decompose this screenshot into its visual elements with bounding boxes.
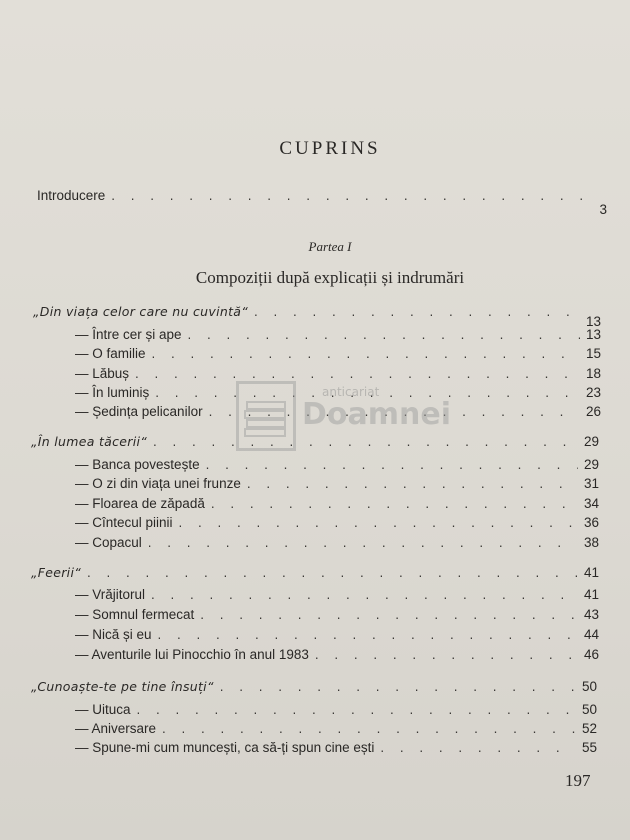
- toc-page-number: 29: [583, 434, 599, 449]
- toc-row: [75, 496, 599, 511]
- dot-leader: [148, 535, 578, 550]
- dot-leader: [151, 587, 578, 602]
- toc-row: [75, 515, 599, 530]
- toc-row: [75, 476, 599, 491]
- dot-leader: [220, 679, 576, 694]
- toc-page-number: 50: [581, 702, 597, 717]
- dot-leader: [135, 366, 580, 381]
- toc-row: [75, 327, 601, 342]
- toc-row: [75, 366, 601, 381]
- dot-leader: [179, 515, 578, 530]
- dot-leader: [315, 647, 578, 662]
- toc-entry-label: — Spune-mi cum muncești, ca să-ți spun cine ești: [75, 740, 375, 755]
- dot-leader: [254, 304, 580, 319]
- toc-page-number: 23: [585, 385, 601, 400]
- toc-page-number: 55: [581, 740, 597, 755]
- toc-group-label: „Din viața celor care nu cuvintă“: [33, 304, 249, 319]
- toc-row: [75, 627, 599, 642]
- part-heading: Partea I: [308, 239, 352, 254]
- dot-leader: [200, 607, 578, 622]
- dot-leader: [152, 346, 580, 361]
- toc-entry-label: — O zi din viața unei frunze: [75, 476, 241, 491]
- toc-row-introduction: [37, 188, 607, 217]
- dot-leader: [87, 565, 578, 580]
- dot-leader: [188, 327, 580, 342]
- toc-row-group-heading: [31, 565, 599, 580]
- books-icon: [239, 384, 293, 448]
- toc-page-number: 18: [585, 366, 601, 381]
- toc-entry-label: — Uituca: [75, 702, 131, 717]
- toc-page-number: 43: [583, 607, 599, 622]
- toc-page-number: 44: [583, 627, 599, 642]
- toc-entry-label: — Copacul: [75, 535, 142, 550]
- toc-row: [75, 607, 599, 622]
- page-title: CUPRINS: [279, 138, 381, 159]
- toc-entry-label: — Aniversare: [75, 721, 157, 736]
- toc-entry-label: — Între cer și ape: [75, 327, 182, 342]
- dot-leader: [380, 740, 576, 755]
- watermark-logo-icon: [236, 381, 296, 451]
- dot-leader: [206, 457, 578, 472]
- toc-entry-label: — O familie: [75, 346, 146, 361]
- toc-row: [75, 647, 599, 662]
- dot-leader: [111, 188, 587, 203]
- toc-entry-label: — În luminiș: [75, 385, 150, 400]
- dot-leader: [247, 476, 578, 491]
- toc-entry-label: — Somnul fermecat: [75, 607, 195, 622]
- toc-page-number: 13: [585, 314, 601, 329]
- toc-page-number: 26: [585, 404, 601, 419]
- section-title: Compoziții după explicații și indrumări: [195, 268, 465, 287]
- dot-leader: [162, 721, 576, 736]
- toc-row: [75, 740, 597, 755]
- toc-row: [75, 346, 601, 361]
- toc-page-number: 15: [585, 346, 601, 361]
- toc-page-number: 41: [583, 587, 599, 602]
- toc-entry-label: — Nică și eu: [75, 627, 152, 642]
- dot-leader: [158, 627, 578, 642]
- toc-entry-label: — Banca povestește: [75, 457, 200, 472]
- toc-page-number: 41: [583, 565, 599, 580]
- toc-row: [75, 457, 599, 472]
- toc-page-number: 36: [583, 515, 599, 530]
- toc-group-label: „Feerii“: [31, 565, 82, 580]
- dot-leader: [137, 702, 576, 717]
- toc-row: [75, 535, 599, 550]
- toc-row: [75, 702, 597, 717]
- toc-entry-label: — Vrăjitorul: [75, 587, 146, 602]
- page-number: 197: [565, 771, 591, 790]
- watermark-text-small: anticariat: [322, 385, 380, 399]
- toc-entry-label: — Cîntecul piinii: [75, 515, 173, 530]
- toc-page-number: 46: [583, 647, 599, 662]
- toc-entry-label: — Floarea de zăpadă: [75, 496, 205, 511]
- dot-leader: [211, 496, 578, 511]
- toc-page-number: 52: [581, 721, 597, 736]
- toc-row: [75, 721, 597, 736]
- toc-page-number: 34: [583, 496, 599, 511]
- toc-entry-label: — Aventurile lui Pinocchio în anul 1983: [75, 647, 309, 662]
- toc-page-number: 38: [583, 535, 599, 550]
- toc-page-number: 50: [581, 679, 597, 694]
- toc-entry-label: — Lăbuș: [75, 366, 130, 381]
- toc-row-group-heading: [33, 304, 601, 329]
- watermark: [236, 381, 452, 451]
- toc-entry-label: — Ședința pelicanilor: [75, 404, 203, 419]
- toc-group-label: „Cunoaște-te pe tine însuți“: [31, 679, 214, 694]
- toc-page-number: 29: [583, 457, 599, 472]
- toc-page-number: 13: [585, 327, 601, 342]
- watermark-text-big: Doamnei: [302, 397, 452, 432]
- toc-page-number: 31: [583, 476, 599, 491]
- toc-entry-label: Introducere: [37, 188, 106, 203]
- toc-group-label: „În lumea tăcerii“: [31, 434, 148, 449]
- toc-page-number: 3: [599, 202, 607, 217]
- toc-row: [75, 587, 599, 602]
- toc-row-group-heading: [31, 679, 597, 694]
